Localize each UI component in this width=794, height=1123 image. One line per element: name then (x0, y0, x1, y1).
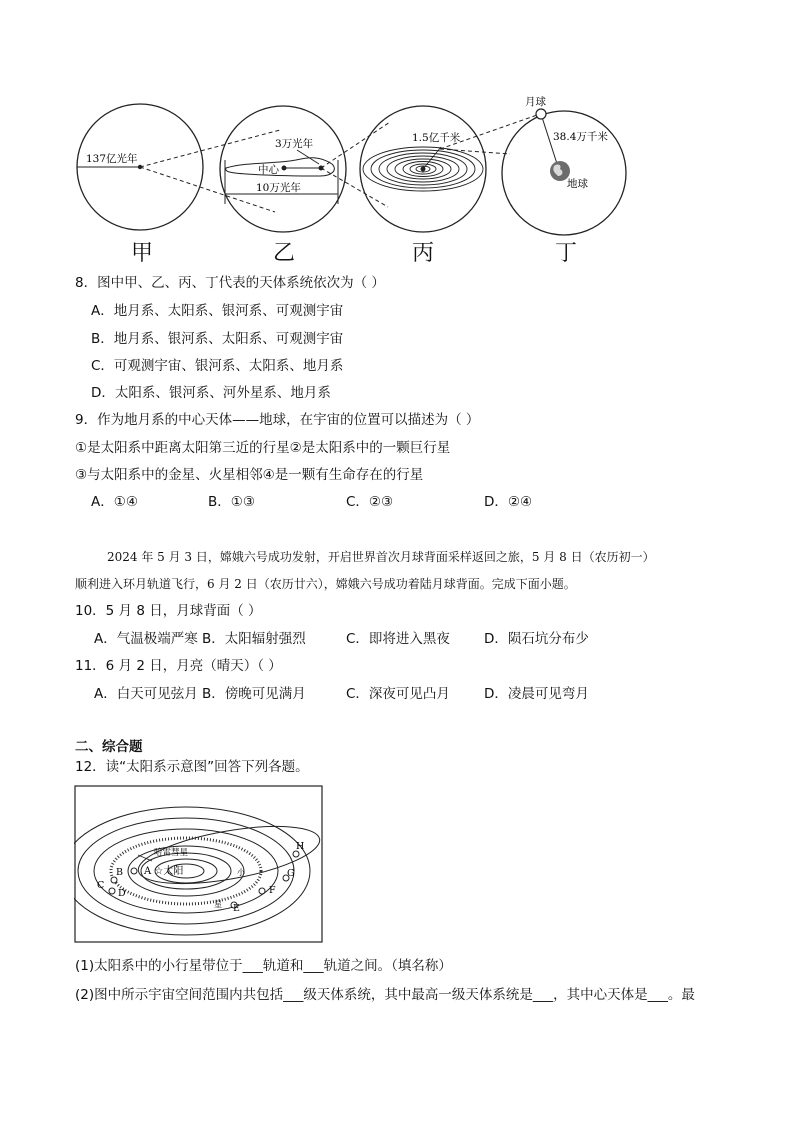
q8-stem: 8．图中甲、乙、丙、丁代表的天体系统依次为（ ） (75, 275, 385, 291)
q11-stem: 11．6 月 2 日，月亮（晴天）（ ） (75, 658, 282, 674)
q10-option-c: C．即将进入黑夜 (346, 631, 450, 647)
halley-comet-label: 哈雷彗星 (154, 848, 189, 858)
ding-moon-label: 月球 (525, 96, 546, 108)
ding-earth-label: 地球 (567, 178, 588, 190)
planet-d-dot (109, 888, 115, 894)
planet-b-label: B (116, 867, 123, 878)
section-heading: 二、综合题 (75, 739, 143, 755)
q10-option-ab: A．气温极端严寒 B．太阳辐射强烈 (94, 631, 306, 647)
planet-b-dot (131, 868, 137, 874)
q9-option-d: D．②④ (484, 494, 533, 510)
planet-e-label: E (233, 903, 240, 914)
yi-width-label: 10万光年 (256, 182, 301, 194)
label-ding: 丁 (555, 241, 578, 266)
planet-c-label: C (97, 880, 105, 891)
ding-distance-label: 38.4万千米 (553, 131, 608, 143)
diagram-frame (75, 786, 322, 942)
q8-option-a: A．地月系、太阳系、银河系、可观测宇宙 (91, 303, 344, 319)
galaxy-disk (226, 158, 335, 176)
passage-line-1: 2024 年 5 月 3 日，嫦娥六号成功发射，开启世界首次月球背面采样返回之旅，5 月 8 日（农历初一） (107, 550, 655, 564)
planet-h-label: H (296, 841, 305, 852)
q9-option-b: B．①③ (208, 494, 255, 510)
q9-option-a: A．①④ (91, 494, 138, 510)
bing-distance-label: 1.5亿千米 (412, 132, 461, 144)
planet-f-dot (259, 888, 265, 894)
jia-radius-label: 137亿光年 (86, 153, 138, 165)
label-bing: 丙 (412, 241, 435, 266)
yi-center-label: 中心 (258, 164, 279, 176)
sun-label: A ☆太阳 (144, 866, 184, 877)
label-yi: 乙 (273, 241, 296, 266)
planet-g-label: G (287, 868, 295, 879)
q11-option-c: C．深夜可见凸月 (346, 686, 450, 702)
q10-option-d: D．陨石坑分布少 (484, 631, 589, 647)
q9-stem: 9．作为地月系的中心天体——地球，在宇宙的位置可以描述为（ ） (75, 412, 480, 428)
q9-statements-2: ③与太阳系中的金星、火星相邻④是一颗有生命存在的行星 (75, 467, 424, 483)
q11-option-ab: A．白天可见弦月 B．傍晚可见满月 (94, 686, 306, 702)
q8-option-c: C．可观测宇宙、银河系、太阳系、地月系 (91, 358, 344, 374)
connector-jia-yi-top (140, 130, 280, 167)
moon-icon (536, 109, 546, 119)
passage-line-2: 顺利进入环月轨道飞行，6 月 2 日（农历廿六），嫦娥六号成功着陆月球背面。完成下面小题。 (75, 577, 576, 591)
planet-c-dot (111, 877, 117, 883)
q10-stem: 10．5 月 8 日，月球背面（ ） (75, 603, 262, 619)
q8-option-b: B．地月系、银河系、太阳系、可观测宇宙 (91, 331, 344, 347)
q12-stem: 12．读“太阳系示意图”回答下列各题。 (75, 759, 309, 775)
planet-f-label: F (269, 885, 276, 896)
q8-option-d: D．太阳系、银河系、河外星系、地月系 (91, 385, 331, 401)
q12-sub-2: (2)图中所示宇宙空间范围内共包括___级天体系统，其中最高一级天体系统是___，其中心天体是___。最 (75, 987, 695, 1003)
galaxy-center-dot (282, 166, 287, 171)
q9-statements-1: ①是太阳系中距离太阳第三近的行星②是太阳系中的一颗巨行星 (75, 440, 451, 456)
belt-label-2: 星 (214, 900, 222, 909)
q9-option-c: C．②③ (346, 494, 394, 510)
q11-option-d: D．凌晨可见弯月 (484, 686, 589, 702)
q12-sub-1: (1)太阳系中的小行星带位于___轨道和___轨道之间。（填名称） (75, 958, 452, 974)
label-jia: 甲 (131, 241, 154, 266)
yi-thickness-label: 3万光年 (275, 138, 314, 150)
solar-system-diagram (74, 785, 324, 945)
belt-label-1: 小 (237, 868, 245, 877)
planet-d-label: D (118, 888, 126, 899)
